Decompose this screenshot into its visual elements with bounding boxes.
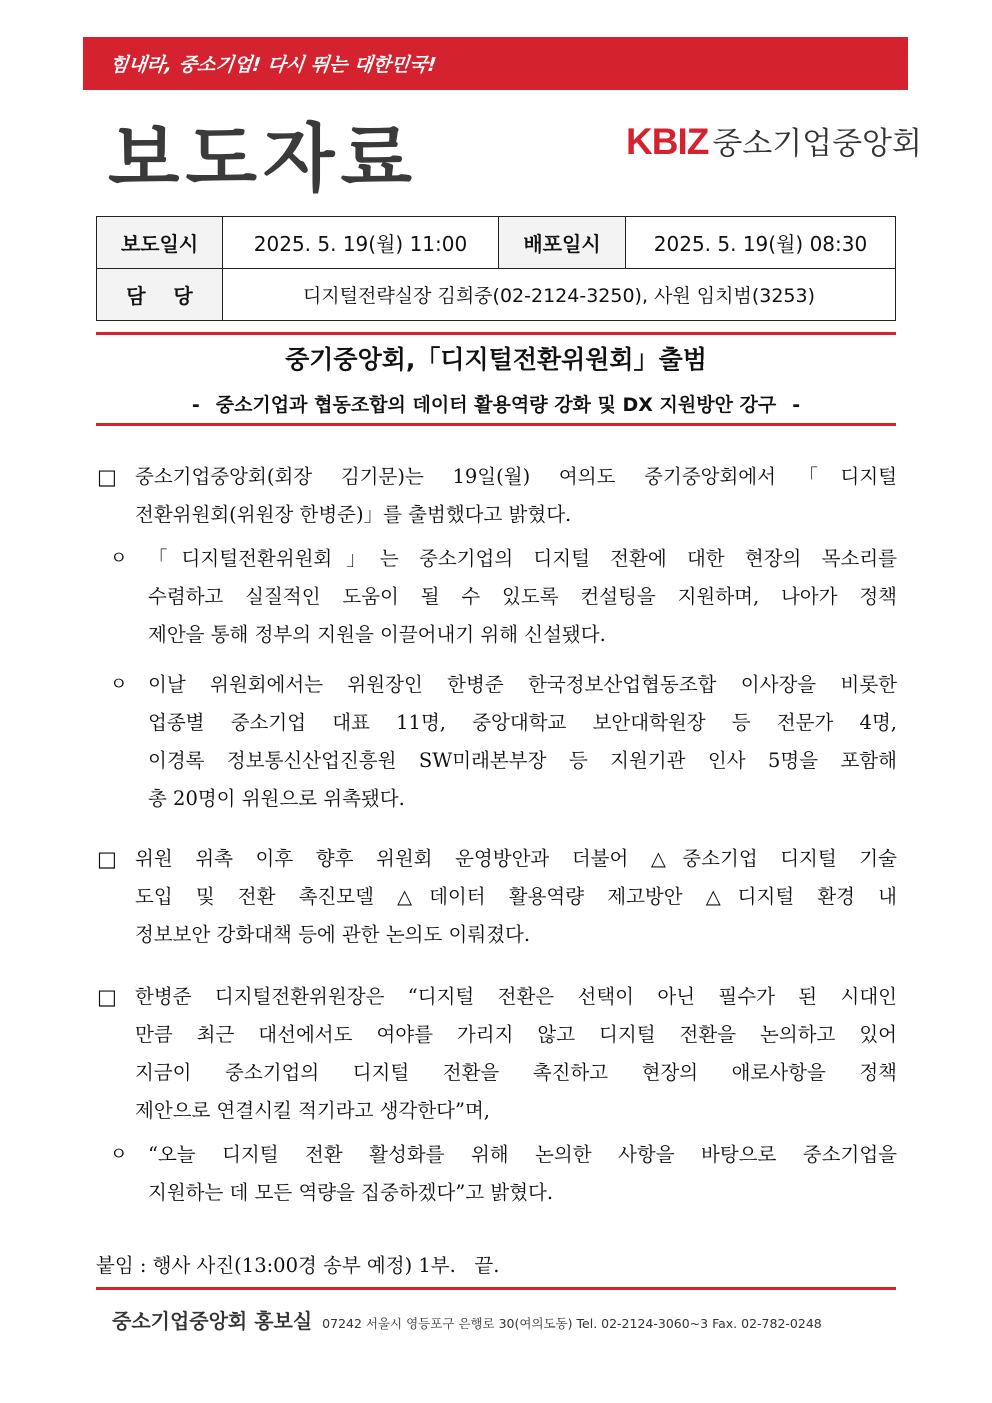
p4-line-2: 도입 및 전환 촉진모델 △데이터 활용역량 제고방안 △디지털 환경 내 <box>135 885 897 908</box>
p3-line-1: 이날 위원회에서는 위원장인 한병준 한국정보산업협동조합 이사장을 비롯한 <box>148 673 897 696</box>
headline-top-rule <box>96 332 896 335</box>
subhead-dash-left: - <box>191 394 200 416</box>
paragraph-6 <box>97 1136 897 1212</box>
box-bullet: □ <box>97 465 117 489</box>
release-row <box>97 217 896 269</box>
box-bullet: □ <box>97 847 117 871</box>
release-info-table <box>96 216 896 321</box>
page-title: 보도자료 <box>108 116 418 202</box>
p6-line-1: “오늘 디지털 전환 활성화를 위해 논의한 사항을 바탕으로 중소기업을 <box>148 1143 897 1166</box>
logo-mark: KBIZ <box>626 121 709 162</box>
footer-address: 07242 서울시 영등포구 은행로 30(여의도동) Tel. 02-2124-3060~3 Fax. 02-782-0248 <box>322 1316 822 1331</box>
p6-line-2: 지원하는 데 모든 역량을 집중하겠다”고 밝혔다. <box>148 1181 554 1204</box>
footer <box>112 1305 822 1334</box>
p1-line-2: 전환위원회(위원장 한병준)」를 출범했다고 밝혔다. <box>135 503 572 526</box>
kbiz-logo <box>626 118 922 163</box>
p5-line-1: 한병준 디지털전환위원장은 “디지털 전환은 선택이 아닌 필수가 된 시대인 <box>135 985 897 1008</box>
attachment-note: 붙임 : 행사 사진(13:00경 송부 예정) 1부. 끝. <box>96 1254 500 1277</box>
circle-bullet: ㅇ <box>110 674 128 695</box>
p5-line-4: 제안으로 연결시킬 적기라고 생각한다”며, <box>135 1099 490 1122</box>
p4-line-1: 위원 위촉 이후 향후 위원회 운영방안과 더불어 △중소기업 디지털 기술 <box>135 847 897 870</box>
p5-line-2: 만큼 최근 대선에서도 여야를 가리지 않고 디지털 전환을 논의하고 있어 <box>135 1023 897 1046</box>
contact-row <box>97 269 896 321</box>
paragraph-4 <box>97 840 897 954</box>
contact-value: 디지털전략실장 김희중(02-2124-3250), 사원 임치범(3253) <box>223 269 896 321</box>
p3-line-3: 이경록 정보통신산업진흥원 SW미래본부장 등 지원기관 인사 5명을 포함해 <box>148 749 897 772</box>
footer-rule <box>96 1287 896 1290</box>
circle-bullet: ㅇ <box>110 548 128 569</box>
p4-line-3: 정보보안 강화대책 등에 관한 논의도 이뤄졌다. <box>135 923 531 946</box>
headline-bottom-rule <box>96 423 896 426</box>
p2-line-1: 「디지털전환위원회」는 중소기업의 디지털 전환에 대한 현장의 목소리를 <box>148 547 897 570</box>
circle-bullet: ㅇ <box>110 1144 128 1165</box>
p2-line-2: 수렴하고 실질적인 도움이 될 수 있도록 컨설팅을 지원하며, 나아가 정책 <box>148 585 897 608</box>
p5-line-3: 지금이 중소기업의 디지털 전환을 촉진하고 현장의 애로사항을 정책 <box>135 1061 897 1084</box>
headline: 중기중앙회,「디지털전환위원회」출범 <box>285 345 707 374</box>
p3-line-4: 총 20명이 위원으로 위촉됐다. <box>148 787 405 810</box>
release-value: 2025. 5. 19(월) 11:00 <box>223 217 499 269</box>
footer-org: 중소기업중앙회 홍보실 <box>112 1309 313 1333</box>
p2-line-3: 제안을 통해 정부의 지원을 이끌어내기 위해 신설됐다. <box>148 623 606 646</box>
subheadline <box>96 390 896 417</box>
release-label: 보도일시 <box>97 217 223 269</box>
distribute-label: 배포일시 <box>499 217 626 269</box>
paragraph-5 <box>97 978 897 1130</box>
slogan-banner <box>83 37 908 90</box>
p1-line-1: 중소기업중앙회(회장 김기문)는 19일(월) 여의도 중기중앙회에서「디지털 <box>135 465 897 488</box>
distribute-value: 2025. 5. 19(월) 08:30 <box>626 217 896 269</box>
contact-label: 담 당 <box>97 269 223 321</box>
paragraph-1 <box>97 458 897 534</box>
subhead-text: 중소기업과 협동조합의 데이터 활용역량 강화 및 DX 지원방안 강구 <box>215 394 777 416</box>
p3-line-2: 업종별 중소기업 대표 11명, 중앙대학교 보안대학원장 등 전문가 4명, <box>148 711 897 734</box>
paragraph-3 <box>97 666 897 818</box>
box-bullet: □ <box>97 985 117 1009</box>
slogan-text: 힘내라, 중소기업! 다시 뛰는 대한민국! <box>108 54 438 76</box>
subhead-dash-right: - <box>792 394 801 416</box>
logo-name: 중소기업중앙회 <box>712 126 922 162</box>
paragraph-2 <box>97 540 897 654</box>
